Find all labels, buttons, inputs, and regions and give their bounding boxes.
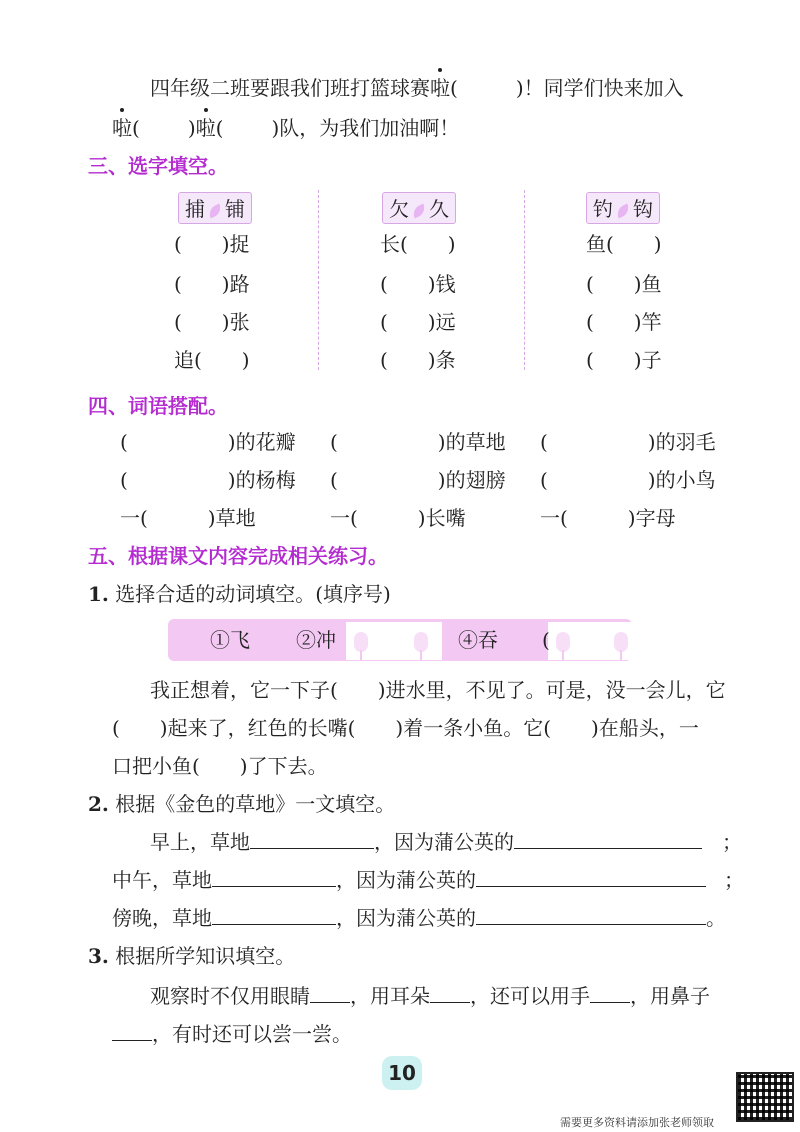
footer-note: 需要更多资料请添加张老师领取	[560, 1116, 714, 1129]
choice-box-1: 捕 铺	[178, 192, 252, 224]
tree-icon	[556, 632, 570, 652]
leaf-icon	[411, 204, 428, 219]
q1-passage-line: 口把小鱼( )了下去。	[112, 754, 328, 778]
divider	[318, 190, 319, 370]
tree-icon	[414, 632, 428, 652]
s3-item: ( )子	[586, 348, 662, 372]
top-line-2: 啦( )啦( )队，为我们加油啊！	[112, 116, 460, 140]
q1-passage-line: ( )起来了，红色的长嘴( )着一条小鱼。它( )在船头，一	[112, 716, 699, 740]
s4-item: 一( )草地	[120, 506, 256, 530]
s4-item: ( )的花瓣	[120, 430, 296, 454]
leaf-icon	[615, 204, 632, 219]
s3-item: ( )远	[380, 310, 456, 334]
q2-line: 傍晚，草地 ，因为蒲公英的 。	[112, 906, 726, 930]
top-line-1: 四年级二班要跟我们班打篮球赛啦( )！同学们快来加入	[150, 76, 684, 100]
s3-item: ( )条	[380, 348, 456, 372]
page-number: 10	[382, 1056, 422, 1090]
s3-item: ( )钱	[380, 272, 456, 296]
choice-box-2: 欠 久	[382, 192, 456, 224]
s4-item: ( )的翅膀	[330, 468, 506, 492]
s3-item: 长( )	[380, 232, 456, 256]
s3-item: ( )张	[174, 310, 250, 334]
q2-line: 中午，草地 ，因为蒲公英的 ；	[112, 868, 744, 892]
s3-item: 追( )	[174, 348, 250, 372]
option-partial: (	[542, 628, 550, 652]
q2-line: 早上，草地 ，因为蒲公英的 ；	[150, 830, 742, 854]
s4-item: ( )的草地	[330, 430, 506, 454]
s4-item: ( )的羽毛	[540, 430, 716, 454]
option-1: ①飞	[210, 628, 250, 652]
s3-item: ( )鱼	[586, 272, 662, 296]
section-4-title: 四、词语搭配。	[88, 394, 228, 418]
s3-item: 鱼( )	[586, 232, 662, 256]
qr-code-icon	[736, 1072, 794, 1122]
q3-line-1: 观察时不仅用眼睛 ，用耳朵 ，还可以用手 ，用鼻子	[150, 984, 710, 1008]
q2-prompt: 2. 根据《金色的草地》一文填空。	[88, 792, 396, 816]
section-5-title: 五、根据课文内容完成相关练习。	[88, 544, 388, 568]
s3-item: ( )竿	[586, 310, 662, 334]
q1-passage-line: 我正想着，它一下子( )进水里，不见了。可是，没一会儿，它	[150, 678, 726, 702]
choice-box-3: 钓 钩	[586, 192, 660, 224]
s3-item: ( )路	[174, 272, 250, 296]
s4-item: ( )的小鸟	[540, 468, 716, 492]
tree-icon	[614, 632, 628, 652]
s4-item: 一( )字母	[540, 506, 676, 530]
q1-prompt: 1. 选择合适的动词填空。(填序号)	[88, 582, 391, 606]
q3-prompt: 3. 根据所学知识填空。	[88, 944, 296, 968]
tree-icon	[354, 632, 368, 652]
option-4: ④吞	[458, 628, 498, 652]
section-3-title: 三、选字填空。	[88, 154, 228, 178]
leaf-icon	[207, 204, 224, 219]
s4-item: 一( )长嘴	[330, 506, 466, 530]
option-2: ②冲	[296, 628, 336, 652]
divider	[524, 190, 525, 370]
s4-item: ( )的杨梅	[120, 468, 296, 492]
q3-line-2: ，有时还可以尝一尝。	[112, 1020, 352, 1048]
s3-item: ( )捉	[174, 232, 250, 256]
